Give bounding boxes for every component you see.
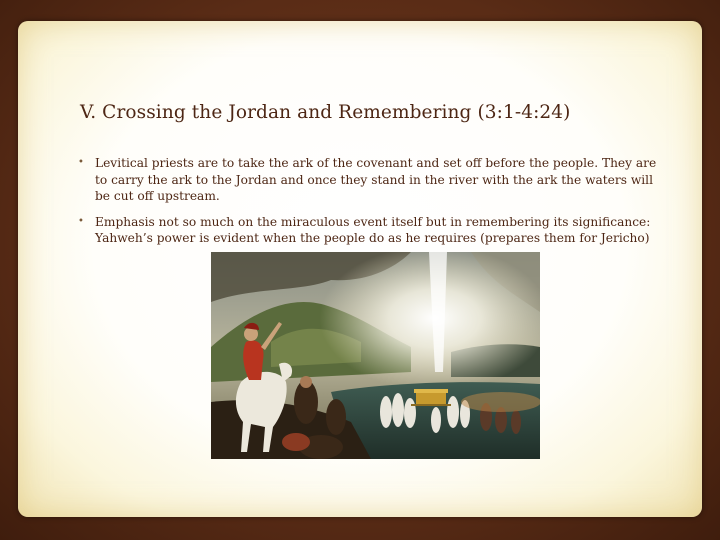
painting-image xyxy=(211,252,540,459)
bullet-icon: • xyxy=(78,157,84,168)
bullet-icon: • xyxy=(78,215,84,227)
bullet-item xyxy=(78,214,658,247)
painting-crossing-the-jordan xyxy=(211,252,540,459)
bullet-item xyxy=(78,155,658,205)
slide-title: V. Crossing the Jordan and Remembering (3:1-4:24) xyxy=(80,102,571,123)
bullet-text: Emphasis not so much on the miraculous event itself but in remembering its significance: Yahweh’s power is evident when the people do as he requires (prepares them for Jericho) xyxy=(95,214,651,246)
slide xyxy=(18,21,702,517)
bullet-text: Levitical priests are to take the ark of the covenant and set off before the people. They are to carry the ark to the Jordan and once they stand in the river with the ark the waters will be cut off upstream. xyxy=(95,156,657,204)
bullet-list xyxy=(78,155,658,256)
